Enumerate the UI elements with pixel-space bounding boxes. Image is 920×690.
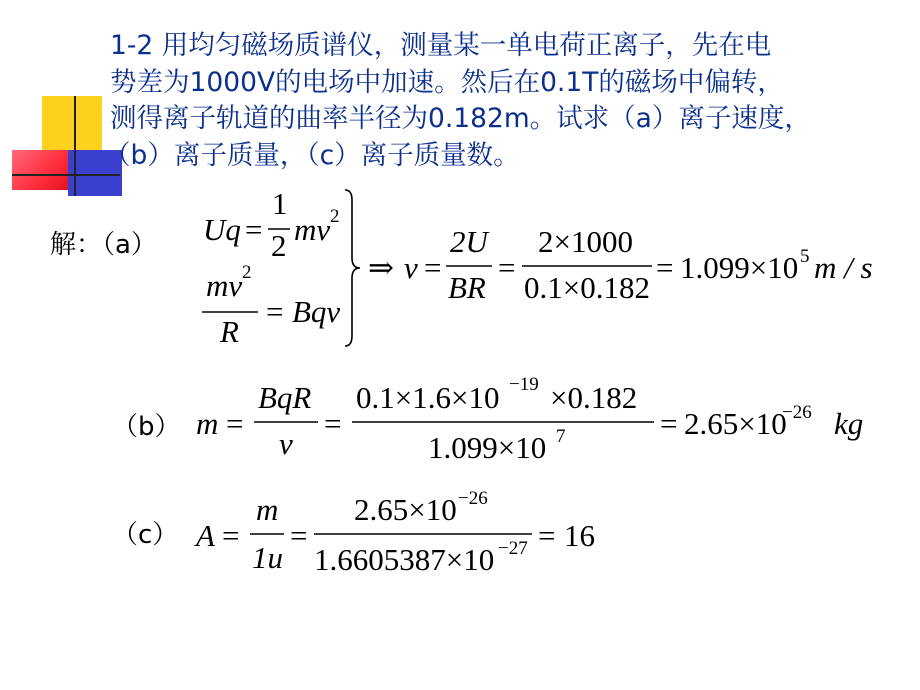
problem-line-3: 测得离子轨道的曲率半径为0.182m。试求（a）离子速度， — [110, 103, 811, 134]
eq-a-sys1-num: 1 — [272, 186, 288, 221]
eq-a-unit: m / s — [814, 250, 873, 285]
eq-c-frac2-den-exp: −27 — [498, 538, 528, 559]
eq-c-frac1-den: 1u — [252, 540, 283, 575]
eq-a-equals-2: = — [498, 250, 516, 285]
eq-c-equals-3: = — [538, 518, 556, 553]
eq-c-lhs: A — [196, 518, 215, 553]
eq-b-frac1-num: BqR — [258, 380, 312, 415]
eq-c-equals-2: = — [290, 518, 308, 553]
eq-b-result-exp: −26 — [782, 402, 812, 423]
eq-a-sys1-exp: 2 — [330, 206, 340, 227]
eq-a-sys1-rhs: mv — [294, 212, 331, 247]
eq-c-equals-1: = — [222, 518, 240, 553]
problem-line-2: 势差为1000V的电场中加速。然后在0.1T的磁场中偏转， — [110, 66, 784, 98]
eq-a-sys1-den: 2 — [271, 228, 287, 263]
eq-b-frac2-den: 1.099×10 — [428, 430, 547, 465]
equation-a — [202, 186, 873, 349]
eq-a-result: 1.099×10 — [680, 250, 799, 285]
solution-label-b: （b） — [112, 412, 181, 442]
solution-label-c: （c） — [112, 520, 179, 550]
eq-c-frac2-num: 2.65×10 — [354, 492, 457, 527]
solution-label-a: 解：（a） — [50, 230, 157, 260]
eq-c-frac2-num-exp: −26 — [458, 488, 488, 509]
equation-c — [194, 488, 595, 577]
eq-a-sys2-num: mv — [206, 268, 243, 303]
eq-b-result: 2.65×10 — [684, 406, 787, 441]
eq-a-sys1-equals: = — [245, 212, 263, 247]
eq-b-unit: kg — [834, 406, 864, 441]
eq-a-equals-3: = — [656, 250, 674, 285]
problem-line-1: 1-2 用均匀磁场质谱仪，测量某一单电荷正离子，先在电 — [110, 30, 772, 61]
eq-a-brace — [345, 190, 360, 346]
eq-b-equals-2: = — [324, 406, 342, 441]
eq-c-frac2-den: 1.6605387×10 — [314, 542, 495, 577]
eq-b-equals-1: = — [226, 406, 244, 441]
eq-a-sys2-rhs: Bqv — [292, 294, 341, 329]
eq-a-frac1-den: BR — [448, 270, 486, 305]
eq-a-frac2-den: 0.1×0.182 — [524, 270, 650, 305]
eq-a-result-exp: 5 — [800, 246, 810, 267]
eq-c-result: 16 — [564, 518, 595, 553]
problem-line-4: （b）离子质量，（c）离子质量数。 — [104, 139, 520, 171]
eq-b-lhs: m — [196, 406, 219, 441]
eq-b-frac2-num-a: 0.1×1.6×10 — [356, 380, 500, 415]
eq-b-frac2-num-b: ×0.182 — [550, 380, 638, 415]
eq-a-sys1-lhs: Uq — [203, 212, 241, 247]
eq-a-sys2-equals: = — [266, 294, 284, 329]
eq-a-sys2-den: R — [220, 314, 239, 349]
eq-a-frac1-num: 2U — [450, 224, 488, 259]
eq-b-frac2-den-exp: 7 — [556, 426, 566, 447]
eq-b-equals-3: = — [660, 406, 678, 441]
eq-a-equals-1: = — [424, 250, 442, 285]
eq-b-frac2-num-exp: −19 — [509, 374, 539, 395]
eq-c-frac1-num: m — [256, 492, 279, 527]
eq-a-sys2-exp: 2 — [242, 262, 252, 283]
equation-b — [196, 374, 863, 465]
eq-a-implies: ⇒ — [368, 250, 394, 285]
eq-a-frac2-num: 2×1000 — [538, 224, 633, 259]
eq-b-frac1-den: v — [279, 426, 293, 461]
eq-a-v: v — [404, 250, 418, 285]
